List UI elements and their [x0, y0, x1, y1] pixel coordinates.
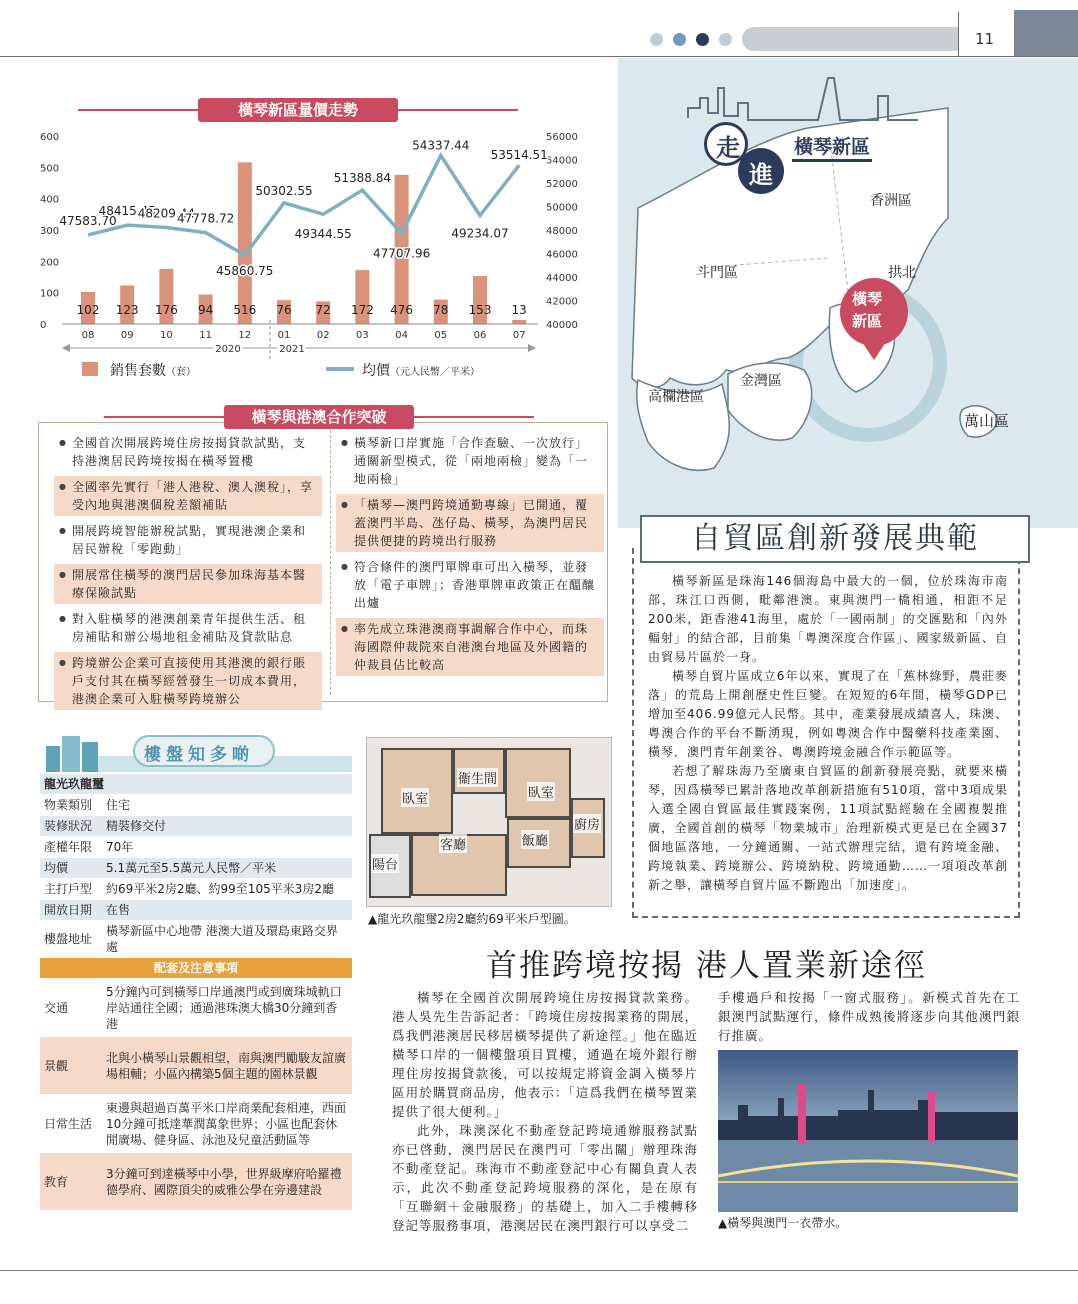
label-bedroom-right: 臥室 [527, 782, 555, 801]
table-value: 在售 [102, 900, 352, 921]
right-tick-label: 40000 [546, 320, 578, 331]
map-pin-line-2: 新區 [852, 312, 883, 330]
bar-value-label: 153 [468, 303, 492, 317]
building-3 [82, 742, 98, 772]
legend-line-swatch [326, 367, 354, 371]
table-key: 交通 [40, 979, 102, 1037]
property-name-row [40, 774, 352, 795]
line-value-label: 50302.55 [255, 183, 313, 198]
map-label-doumen: 斗門區 [696, 265, 738, 281]
coop-item: ● 率先成立珠港澳商事調解合作中心，而珠海國際仲裁院來自港澳台地區及外國籍的仲裁員佔比較高 [336, 618, 604, 676]
x-tick-label: 05 [434, 330, 448, 341]
table-value: 精裝修交付 [102, 816, 352, 837]
article-paragraph: 此外，珠澳深化不動產登記跨境通辦服務試點亦已啓動，澳門居民在澳門可「零出關」辦理珠海不動產登記。珠海市不動產登記中心有關負責人表示，此次不動產登記跨境服務的深化，是在原有「互聯網＋金融服務」的基礎上，加入二手樓轉移登記等服務事項，港澳居民在澳門銀行可以享受二 [392, 1123, 698, 1233]
photo-river [718, 1140, 1018, 1212]
left-tick-label: 500 [40, 163, 60, 175]
floor-plan [366, 737, 612, 907]
left-tick-label: 300 [40, 226, 60, 237]
x-tick-label: 12 [238, 330, 252, 341]
left-tick-label: 0 [40, 320, 47, 331]
facility-row [40, 1153, 352, 1211]
facility-row [40, 979, 352, 1037]
table-value: 北與小橫琴山景觀相望，南與澳門勵駿友誼廣場相輔；小區內構築5個主題的園林景觀 [102, 1037, 352, 1095]
legend-bar-text: 銷售套數 [110, 363, 166, 379]
x-tick-label: 11 [199, 330, 212, 341]
left-tick-label: 400 [40, 194, 60, 206]
table-value: 東邊與超過百萬平米口岸商業配套相連，西面10分鐘可抵達華潤萬象世界；小區也配套休閒廣場、健身區、泳池及兒童活動區等 [102, 1095, 352, 1153]
x-tick-label: 08 [81, 330, 95, 341]
feature-text [648, 572, 1008, 895]
left-tick-label: 200 [40, 257, 60, 269]
bar-value-label: 72 [315, 303, 331, 317]
map-label-gaolan: 高欄港區 [648, 389, 704, 405]
label-living: 客廳 [439, 834, 467, 853]
bar-value-label: 516 [233, 303, 257, 317]
table-key: 日常生活 [40, 1095, 102, 1153]
line-value-label: 48209.44 [137, 206, 196, 221]
bar-labels [77, 303, 527, 317]
coop-divider [330, 430, 331, 695]
label-kitchen: 廚房 [573, 814, 601, 833]
brand-title: 橫琴新區 [792, 132, 872, 162]
coop-left-column [54, 432, 322, 714]
coop-item: ● 橫琴新口岸實施「合作查驗、一次放行」通關新型模式，從「兩地兩檢」變為「一地兩檢」 [336, 432, 604, 490]
legend-line-text: 均價 [362, 363, 390, 379]
bridge-photo [718, 1050, 1018, 1212]
x-tick-label: 03 [356, 330, 369, 341]
legend-line-label [362, 360, 480, 380]
article-column-2: 手樓過戶和按揭「一窗式服務」。新模式首先在工銀澳門試點運行，條件成熟後將逐步向其他澳門銀行推廣。 [718, 990, 1020, 1043]
property-row [40, 900, 352, 921]
table-value: 5分鐘內可到橫琴口岸通澳門或到廣珠城軌口岸站通往全國；通過港珠澳大橋30分鐘到香港 [102, 979, 352, 1037]
table-key: 產權年限 [40, 837, 102, 858]
x-tick-label: 06 [473, 330, 487, 341]
property-row [40, 879, 352, 900]
table-value: 3分鐘可到達橫琴中小學，世界級摩府哈羅禮德學府、國際頂尖的威雅公學在旁邊建設 [102, 1153, 352, 1211]
table-value: 住宅 [102, 795, 352, 816]
bar-value-label: 123 [115, 303, 139, 317]
photo-caption: ▲橫琴與澳門一衣帶水。 [718, 1216, 848, 1230]
line-value-label: 47778.72 [176, 211, 235, 226]
bar-value-label: 476 [390, 303, 414, 317]
x-tick-label: 07 [512, 330, 526, 341]
feature-paragraph: 橫琴新區是珠海146個海島中最大的一個，位於珠海市南部，珠江口西側，毗鄰港澳。東與澳門一橋相通，相距不足200米，距香港41海里，處於「一國兩制」的交匯點和「內外輻射」的結合部，目前集「粵澳深度合作區」、國家級新區、自由貿易片區於一身。 [648, 574, 1008, 664]
legend-line-unit: （元人民幣／平米） [390, 367, 480, 378]
coop-item: ● 開展常住橫琴的澳門居民參加珠海基本醫療保險試點 [54, 564, 322, 604]
property-table [40, 774, 352, 1211]
line-value-label: 47583.70 [59, 213, 117, 228]
x-tick-label: 04 [395, 330, 408, 341]
bar-value-label: 102 [76, 303, 100, 317]
facilities-header-row [40, 958, 352, 979]
left-axis [40, 132, 59, 331]
building-2 [62, 736, 80, 772]
table-value: 5.1萬元至5.5萬元人民幣／平米 [102, 858, 352, 879]
table-value: 約69平米2房2廳、約99至105平米3房2廳 [102, 879, 352, 900]
right-tick-label: 56000 [546, 132, 578, 143]
line-value-label: 45860.75 [216, 264, 274, 279]
table-key: 裝修狀況 [40, 816, 102, 837]
table-key: 物業類別 [40, 795, 102, 816]
map-label-jinwan: 金灣區 [740, 373, 782, 389]
coop-right-column [336, 432, 604, 680]
facility-row [40, 1037, 352, 1095]
right-tick-label: 46000 [546, 249, 578, 261]
coop-item: ● 對入駐橫琴的港澳創業青年提供生活、租房補貼和辦公場地租金補貼及貸款貼息 [54, 608, 322, 648]
table-key: 教育 [40, 1153, 102, 1211]
brand-char-1: 走 [716, 134, 740, 162]
brand-char-2: 進 [749, 161, 773, 189]
label-dining: 飯廳 [521, 830, 549, 849]
legend-bar-label [110, 360, 196, 380]
map-label-xiangzhou: 香洲區 [870, 193, 912, 209]
year-label-2020: 2020 [215, 344, 241, 355]
left-tick-label: 600 [40, 132, 60, 143]
table-value: 橫琴新區中心地帶 港澳大道及環島東路交界處 [102, 921, 352, 958]
bar-value-label: 176 [154, 303, 178, 317]
x-tick-label: 01 [277, 330, 291, 341]
article-column-1 [392, 988, 698, 1235]
year-label-2021: 2021 [279, 344, 305, 355]
line-value-label: 49344.55 [294, 227, 352, 242]
legend-bar-unit: （套） [166, 367, 196, 378]
table-key: 配套及注意事項 [40, 958, 352, 979]
photo-tower-2 [928, 1092, 935, 1142]
feature-title: 自貿區創新發展典範 [640, 515, 1030, 563]
label-bedroom-left: 臥室 [401, 788, 429, 807]
right-tick-label: 52000 [546, 179, 578, 190]
coop-item: ● 開展跨境智能辦稅試點，實現港澳企業和居民辦稅「零跑動」 [54, 520, 322, 560]
table-key: 均價 [40, 858, 102, 879]
x-axis [82, 330, 526, 341]
right-axis [546, 132, 578, 331]
line-value-label: 47707.96 [372, 246, 431, 261]
chart-title: 橫琴新區量價走勢 [198, 98, 398, 122]
coop-item: ● 符合條件的澳門單牌車可出入橫琴，並發放「電子車牌」；香港單牌車政策正在醞釀出爐 [336, 556, 604, 614]
bridge-photo-graphic [718, 1050, 1018, 1212]
map-label-gongbei: 拱北 [888, 265, 916, 281]
feature-paragraph: 若想了解珠海乃至廣東自貿區的創新發展亮點，就要來橫琴，因爲橫琴已累計落地改革創新措施有510項，當中3項成果入選全國自貿區最佳實踐案例，11項試點經驗在全國複製推廣，全國首創的橫琴「物業城市」治理新模式更是已在全國37個地區落地，一分鐘通關、一站式辦理完結，還有跨境金融、跨境執業、跨境辦公、跨境納稅、跨境通勤……一項項改革創新之舉，讓橫琴自貿片區不斷跑出「加速度」。 [648, 764, 1008, 892]
property-row [40, 816, 352, 837]
x-tick-label: 02 [316, 330, 330, 341]
floorplan-caption: ▲龍光玖龍璽2房2廳約69平米戶型圖。 [368, 912, 576, 926]
line-value-label: 48415.45 [98, 204, 156, 219]
coop-item: ● 跨境辦公企業可直接使用其港澳的銀行賬戶支付其在橫琴經營發生一切成本費用，港澳企業可入駐橫琴跨境辦公 [54, 652, 322, 710]
year-arrow-right-head [528, 344, 536, 352]
building-1 [46, 746, 60, 772]
feature-paragraph: 橫琴自貿片區成立6年以來，實現了在「蕉林綠野，農莊麥落」的荒島上開創歷史性巨變。在短短的6年間，橫琴GDP已增加至406.99億元人民幣。其中，產業發展成績喜人，珠澳、粵澳合作的平台不斷湧現，例如粵澳合作中醫藥科技產業園、橫琴．澳門青年創業谷、粵澳跨境金融合作示範區等。 [648, 669, 1008, 759]
page-number: 11 [975, 30, 995, 48]
x-tick-label: 09 [120, 330, 134, 341]
legend-bar-swatch [82, 362, 98, 376]
property-row [40, 795, 352, 816]
coop-item: ● 全國率先實行「港人港稅、澳人澳稅」，享受內地與港澳個稅差額補貼 [54, 476, 322, 516]
table-key: 景觀 [40, 1037, 102, 1095]
right-tick-label: 44000 [546, 273, 578, 284]
bar-value-label: 94 [197, 303, 214, 317]
property-row [40, 858, 352, 879]
coop-item: ● 全國首次開展跨境住房按揭貸款試點，支持港澳居民跨境按揭在橫琴置樓 [54, 432, 322, 472]
property-row [40, 837, 352, 858]
line-value-label: 54337.44 [412, 138, 470, 153]
article-headline: 首推跨境按揭 港人置業新途徑 [486, 948, 927, 984]
line-value-label: 51388.84 [333, 171, 392, 186]
map-pin-line-1: 橫琴 [852, 290, 883, 308]
hengqin-map [618, 58, 1078, 528]
bar [238, 162, 252, 324]
bar-value-label: 13 [511, 303, 527, 317]
right-tick-label: 54000 [546, 155, 578, 167]
facility-row [40, 1095, 352, 1153]
article-paragraph: 橫琴在全國首次開展跨境住房按揭貸款業務。港人吳先生告訴記者：「跨境住房按揭業務的開展，爲我們港澳居民移居橫琴提供了新途徑。」他在臨近橫琴口岸的一個樓盤項目買樓，通過在境外銀行辦理住房按揭貸款後，可以按規定將資金調入橫琴片區用於購買商品房，他表示：「這爲我們在橫琴置業提供了很大便利。」 [392, 990, 698, 1119]
bar-value-label: 78 [433, 303, 449, 317]
right-tick-label: 48000 [546, 226, 578, 237]
table-key: 開放日期 [40, 900, 102, 921]
property-banner: 樓盤知多啲 [144, 745, 254, 765]
right-tick-label: 50000 [546, 202, 578, 214]
line-value-label: 53514.51 [490, 148, 548, 163]
line-value-label: 49234.07 [451, 226, 509, 241]
coop-title: 橫琴與港澳合作突破 [224, 405, 414, 429]
bar-value-label: 76 [276, 303, 292, 317]
map-label-wanshan: 萬山區 [964, 412, 1010, 430]
table-value: 70年 [102, 837, 352, 858]
right-tick-label: 42000 [546, 296, 578, 308]
label-balcony: 陽台 [371, 854, 399, 873]
x-tick-label: 10 [160, 330, 173, 341]
left-tick-label: 100 [40, 288, 60, 300]
table-key: 龍光玖龍璽 [40, 774, 352, 795]
bar [512, 320, 526, 324]
label-bathroom: 衞生間 [457, 768, 498, 787]
year-arrow-left-head [62, 344, 70, 352]
table-key: 樓盤地址 [40, 921, 102, 958]
property-row [40, 921, 352, 958]
bar-value-label: 172 [350, 303, 374, 317]
coop-item: ● 「橫琴—澳門跨境通勤專線」已開通，覆蓋澳門半島、氹仔島、橫琴，為澳門居民提供便捷的跨境出行服務 [336, 494, 604, 552]
bottom-rule [0, 1270, 1078, 1271]
photo-tower-1 [798, 1084, 806, 1144]
table-key: 主打戶型 [40, 879, 102, 900]
